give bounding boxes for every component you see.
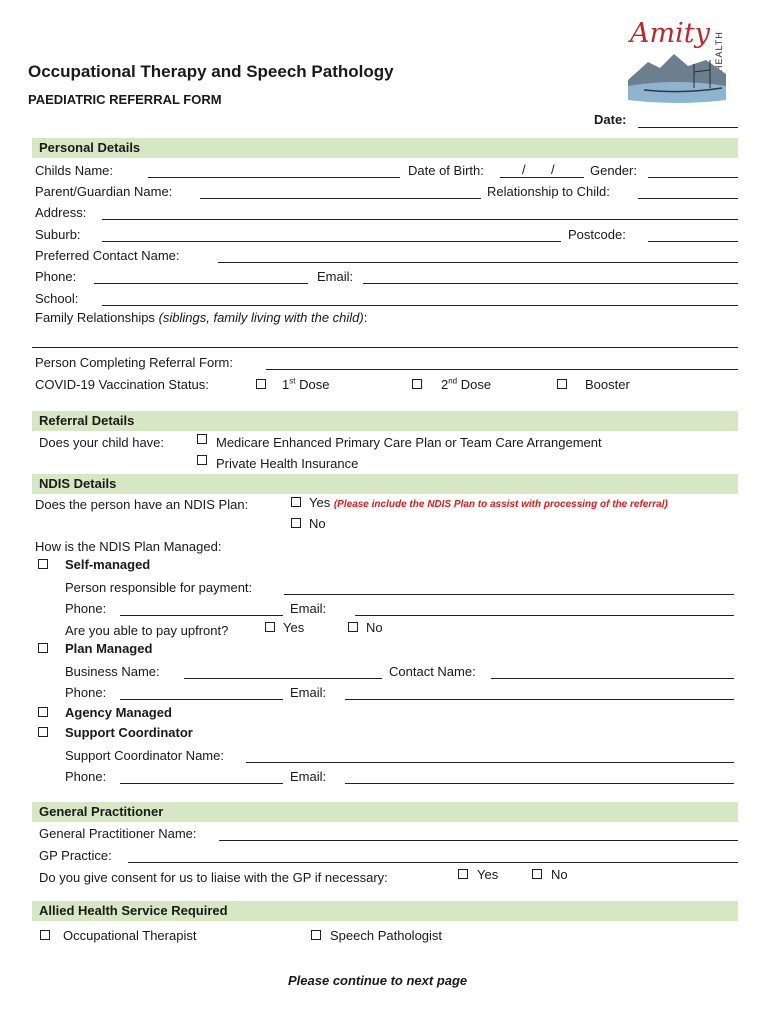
form-title: Occupational Therapy and Speech Pathology	[28, 62, 394, 81]
pay-upfront-yes-label: Yes	[283, 620, 305, 635]
gp-name-label: General Practitioner Name:	[39, 826, 197, 841]
occupational-therapist-label: Occupational Therapist	[63, 928, 197, 943]
covid-dose2-checkbox[interactable]	[412, 379, 422, 389]
pay-upfront-no-checkbox[interactable]	[348, 622, 358, 632]
relationship-label: Relationship to Child:	[487, 184, 610, 199]
gp-practice-field[interactable]	[128, 862, 738, 863]
speech-pathologist-label: Speech Pathologist	[330, 928, 443, 943]
referral-details-header: Referral Details	[32, 411, 738, 431]
private-health-label: Private Health Insurance	[216, 456, 359, 471]
school-label: School:	[35, 291, 79, 306]
medicare-plan-checkbox[interactable]	[197, 434, 207, 444]
support-coordinator-checkbox[interactable]	[38, 727, 48, 737]
gender-field[interactable]	[648, 177, 738, 178]
person-payment-label: Person responsible for payment:	[65, 580, 253, 595]
relationship-field[interactable]	[638, 198, 738, 199]
ndis-managed-question: How is the NDIS Plan Managed:	[35, 539, 222, 554]
form-subtitle: PAEDIATRIC REFERRAL FORM	[28, 92, 222, 107]
support-email-field[interactable]	[345, 783, 734, 784]
allied-health-header: Allied Health Service Required	[32, 901, 738, 921]
pay-upfront-no-label: No	[366, 620, 383, 635]
speech-pathologist-checkbox[interactable]	[311, 930, 321, 940]
dob-field[interactable]	[500, 177, 584, 178]
support-coordinator-label: Support Coordinator	[65, 725, 193, 740]
self-email-field[interactable]	[355, 615, 734, 616]
logo-wordmark: Amity	[630, 18, 710, 49]
logo-landscape-icon	[626, 50, 730, 104]
support-phone-label: Phone:	[65, 769, 107, 784]
pay-upfront-label: Are you able to pay upfront?	[65, 623, 229, 638]
person-completing-field[interactable]	[266, 369, 738, 370]
plan-managed-checkbox[interactable]	[38, 643, 48, 653]
self-managed-checkbox[interactable]	[38, 559, 48, 569]
support-phone-field[interactable]	[120, 783, 283, 784]
person-completing-label: Person Completing Referral Form:	[35, 355, 233, 370]
personal-details-header: Personal Details	[32, 138, 738, 158]
gp-consent-yes-checkbox[interactable]	[458, 869, 468, 879]
covid-dose1-label: 1st Dose	[282, 376, 330, 392]
ndis-plan-question: Does the person have an NDIS Plan:	[35, 497, 249, 512]
plan-email-label: Email:	[290, 685, 327, 700]
gender-label: Gender:	[590, 163, 637, 178]
postcode-label: Postcode:	[568, 227, 626, 242]
medicare-plan-label: Medicare Enhanced Primary Care Plan or Team Care Arrangement	[216, 435, 602, 450]
parent-name-label: Parent/Guardian Name:	[35, 184, 173, 199]
person-payment-field[interactable]	[284, 594, 734, 595]
preferred-contact-field[interactable]	[218, 262, 738, 263]
postcode-field[interactable]	[648, 241, 738, 242]
contact-name-label: Contact Name:	[389, 664, 476, 679]
dob-separator: /	[522, 162, 526, 177]
general-practitioner-header: General Practitioner	[32, 802, 738, 822]
agency-managed-checkbox[interactable]	[38, 707, 48, 717]
parent-name-field[interactable]	[200, 198, 481, 199]
covid-status-label: COVID-19 Vaccination Status:	[35, 377, 209, 392]
phone-field[interactable]	[94, 283, 308, 284]
gp-consent-no-label: No	[551, 867, 568, 882]
plan-managed-label: Plan Managed	[65, 641, 153, 656]
private-health-checkbox[interactable]	[197, 455, 207, 465]
family-relationships-label: Family Relationships (siblings, family living with the child):	[35, 310, 368, 325]
gp-consent-label: Do you give consent for us to liaise with the GP if necessary:	[39, 870, 388, 885]
agency-managed-label: Agency Managed	[65, 705, 172, 720]
family-relationships-field[interactable]	[32, 347, 738, 348]
covid-dose2-label: 2nd Dose	[441, 376, 492, 392]
business-name-field[interactable]	[184, 678, 382, 679]
covid-dose1-checkbox[interactable]	[256, 379, 266, 389]
self-phone-label: Phone:	[65, 601, 107, 616]
business-name-label: Business Name:	[65, 664, 160, 679]
support-coordinator-name-label: Support Coordinator Name:	[65, 748, 224, 763]
covid-booster-checkbox[interactable]	[557, 379, 567, 389]
referral-question: Does your child have:	[39, 435, 165, 450]
gp-consent-no-checkbox[interactable]	[532, 869, 542, 879]
email-label: Email:	[317, 269, 354, 284]
school-field[interactable]	[102, 305, 738, 306]
covid-booster-label: Booster	[585, 377, 630, 392]
preferred-contact-label: Preferred Contact Name:	[35, 248, 180, 263]
childs-name-label: Childs Name:	[35, 163, 114, 178]
plan-phone-label: Phone:	[65, 685, 107, 700]
address-field[interactable]	[102, 219, 738, 220]
ndis-yes-checkbox[interactable]	[291, 497, 301, 507]
phone-label: Phone:	[35, 269, 77, 284]
date-label: Date:	[594, 112, 627, 127]
amity-health-logo	[622, 18, 742, 104]
self-managed-label: Self-managed	[65, 557, 151, 572]
continue-note: Please continue to next page	[288, 973, 468, 988]
plan-email-field[interactable]	[345, 699, 734, 700]
address-label: Address:	[35, 205, 87, 220]
support-email-label: Email:	[290, 769, 327, 784]
support-coordinator-name-field[interactable]	[246, 762, 734, 763]
gp-name-field[interactable]	[219, 840, 738, 841]
dob-separator: /	[551, 162, 555, 177]
email-field[interactable]	[363, 283, 738, 284]
plan-phone-field[interactable]	[120, 699, 283, 700]
self-email-label: Email:	[290, 601, 327, 616]
logo-health-text: HEALTH	[714, 31, 724, 72]
dob-label: Date of Birth:	[408, 163, 484, 178]
contact-name-field[interactable]	[491, 678, 734, 679]
gp-practice-label: GP Practice:	[39, 848, 112, 863]
ndis-no-checkbox[interactable]	[291, 518, 301, 528]
ndis-yes-label: Yes (Please include the NDIS Plan to assist with processing of the referral)	[309, 495, 668, 510]
suburb-label: Suburb:	[35, 227, 81, 242]
pay-upfront-yes-checkbox[interactable]	[265, 622, 275, 632]
gp-consent-yes-label: Yes	[477, 867, 499, 882]
date-field[interactable]	[638, 127, 738, 128]
ndis-no-label: No	[309, 516, 326, 531]
self-phone-field[interactable]	[120, 615, 283, 616]
suburb-field[interactable]	[102, 241, 561, 242]
occupational-therapist-checkbox[interactable]	[40, 930, 50, 940]
childs-name-field[interactable]	[148, 177, 400, 178]
ndis-details-header: NDIS Details	[32, 474, 738, 494]
